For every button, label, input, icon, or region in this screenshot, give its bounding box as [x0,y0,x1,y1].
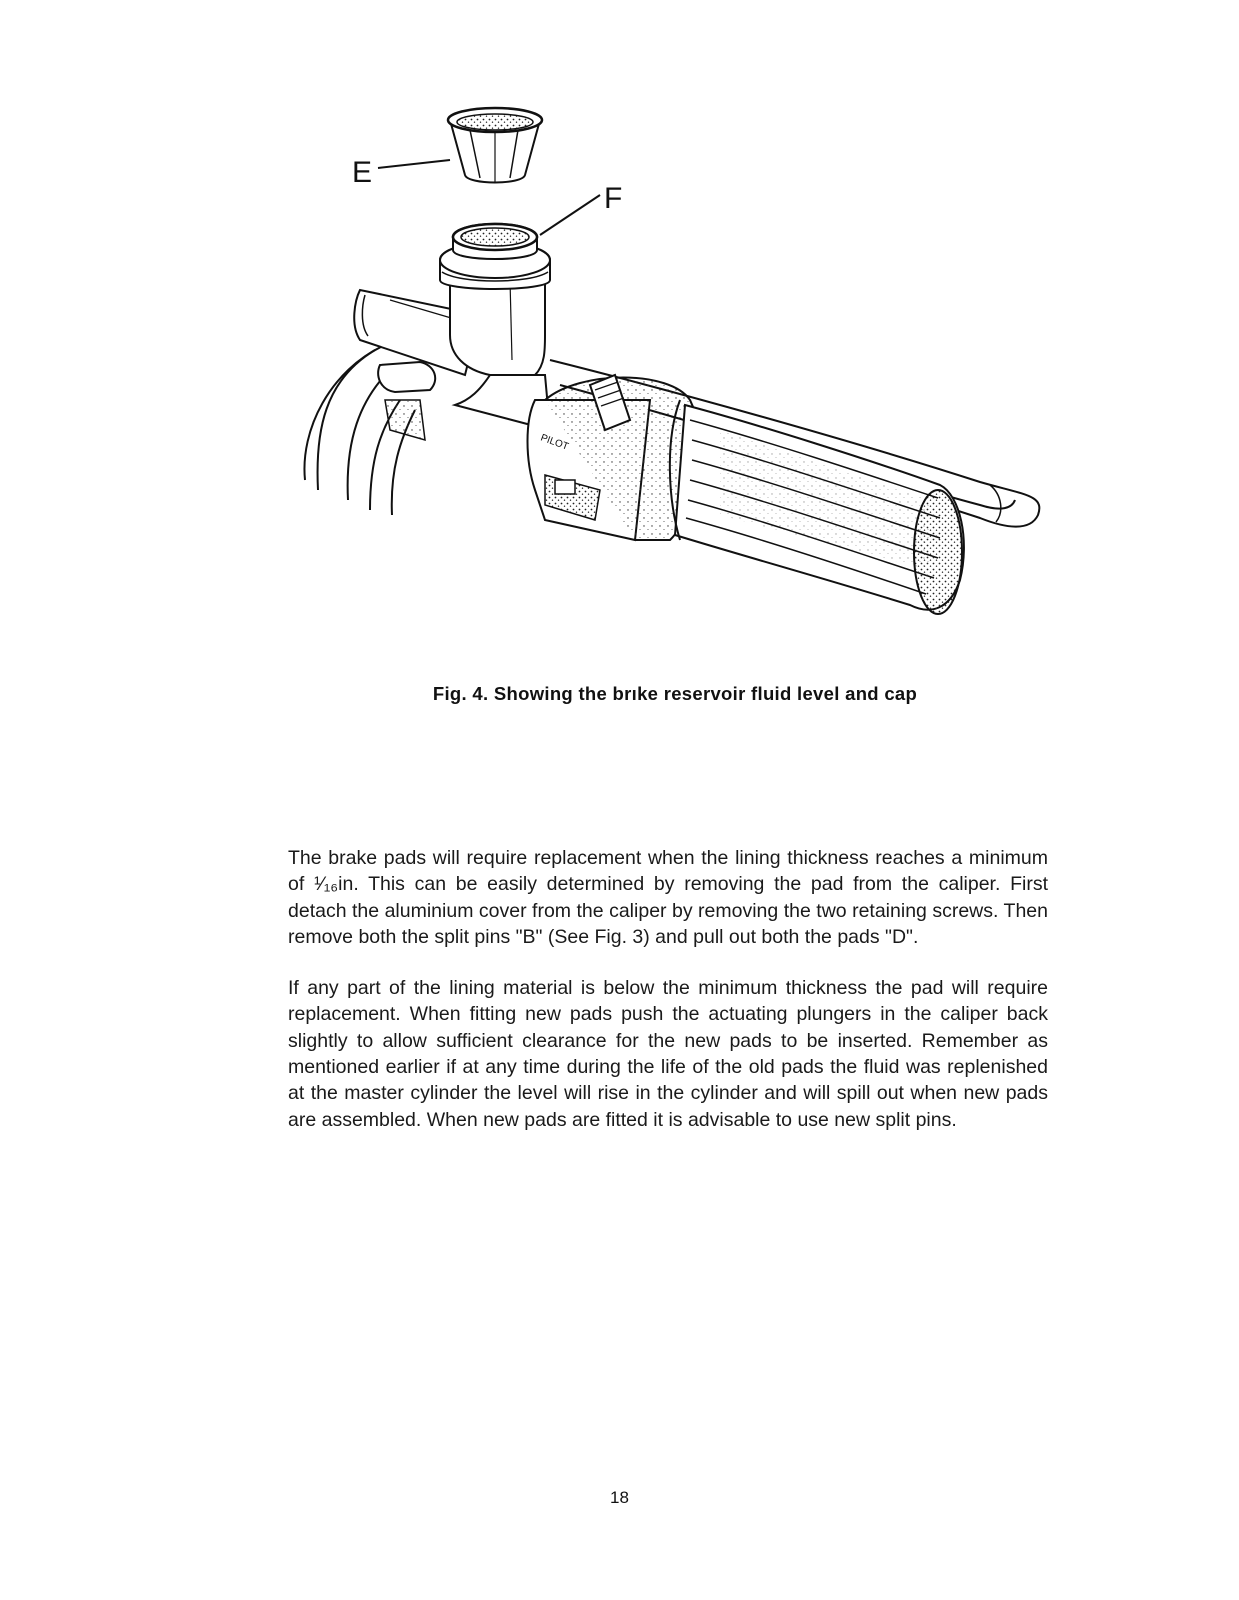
figure-caption: Fig. 4. Showing the brıke reservoir fluid level and cap [432,683,918,704]
label-f: F [604,182,623,215]
callout-f [540,182,622,235]
reservoir-cap-e [448,108,542,183]
handlebar-drawing [290,100,1060,645]
callout-e [352,156,450,189]
label-e: E [352,156,373,189]
page-number: 18 [610,1488,629,1507]
brake-reservoir-illustration [290,100,1060,645]
master-cylinder [440,224,550,430]
body-text [288,845,1048,1158]
paragraph-pad-replacement: The brake pads will require replacement when the lining thickness reaches a minimum of ¹⁄₁₆in. This can be easily determined by removing the pad from the caliper. First detach the aluminium cover from the caliper by removing the two retaining screws. Then remove both the split pins "B" (See Fig. 3) and pull out both the pads "D". [288,847,1048,948]
pilot-switch-label: PILOT [538,432,570,453]
lever-pivot [378,362,435,440]
paragraph-fitting-new-pads: If any part of the lining material is below the minimum thickness the pad will require replacement. When fitting new pads push the actuating plungers in the caliper back slightly to allow sufficient clearance for the new pads to be inserted. Remember as mentioned earlier if at any time during the life of the old pads the fluid was replenished at the master cylinder the level will rise in the cylinder and will spill out when new pads are assembled. When new pads are fitted it is advisable to use new split pins. [288,977,1048,1131]
